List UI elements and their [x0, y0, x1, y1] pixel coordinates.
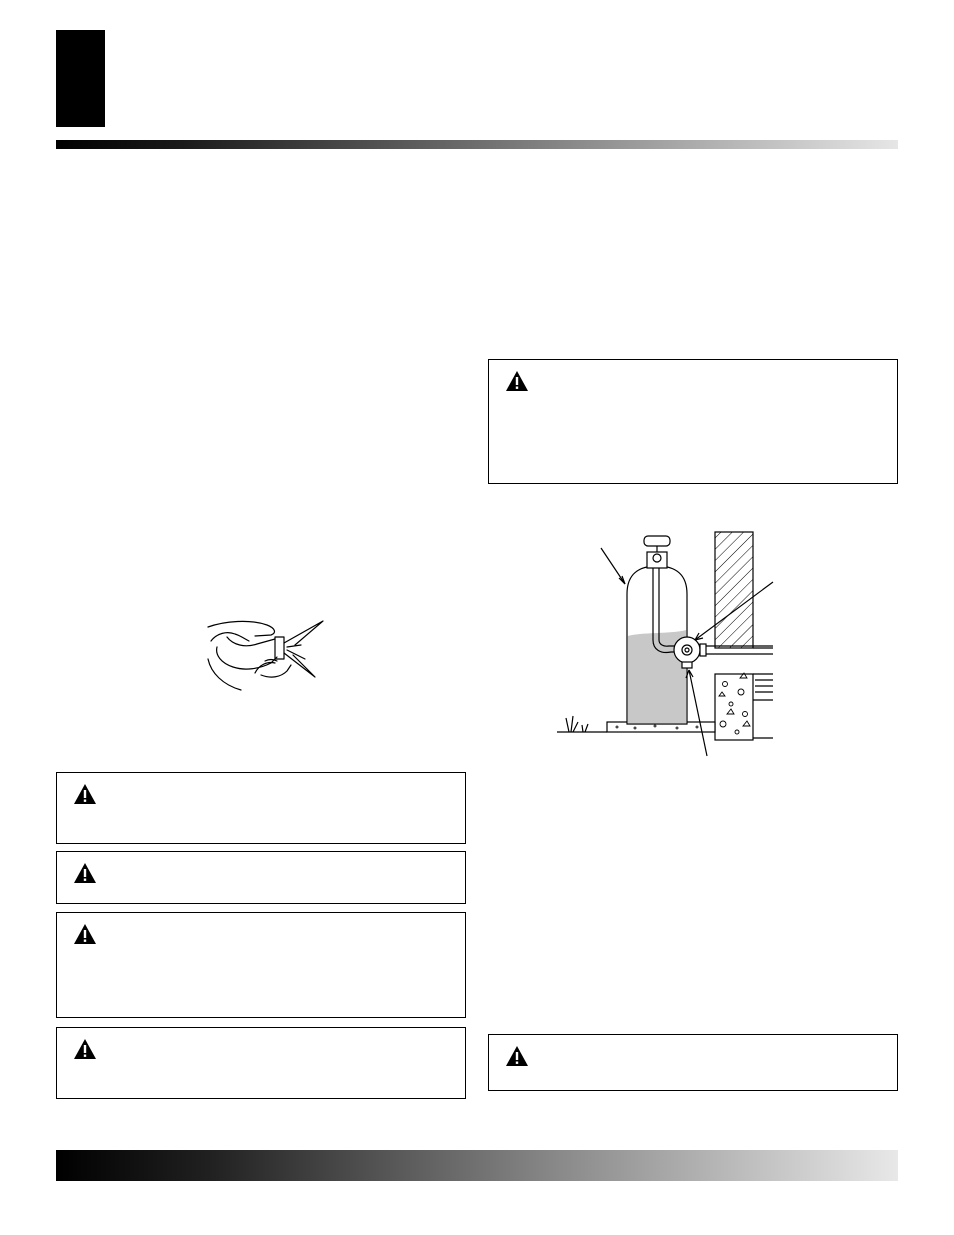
warning-box-5 — [56, 912, 466, 1018]
warning-box-2 — [488, 1034, 898, 1091]
warning-triangle-icon — [73, 1038, 97, 1060]
fingers-pinching-small-part-illustration — [205, 615, 330, 695]
warning-triangle-icon — [505, 1045, 529, 1067]
warning-triangle-icon — [73, 923, 97, 945]
warning-box-6 — [56, 1027, 466, 1099]
warning-box-4 — [56, 851, 466, 904]
header-rule — [56, 140, 898, 149]
propane-tank-regulator-installation-illustration — [555, 528, 785, 760]
warning-triangle-icon — [73, 862, 97, 884]
footer-bar — [56, 1150, 898, 1181]
warning-box-1 — [488, 359, 898, 484]
warning-triangle-icon — [505, 370, 529, 392]
warning-box-3 — [56, 772, 466, 844]
section-tab — [56, 30, 105, 127]
warning-triangle-icon — [73, 783, 97, 805]
